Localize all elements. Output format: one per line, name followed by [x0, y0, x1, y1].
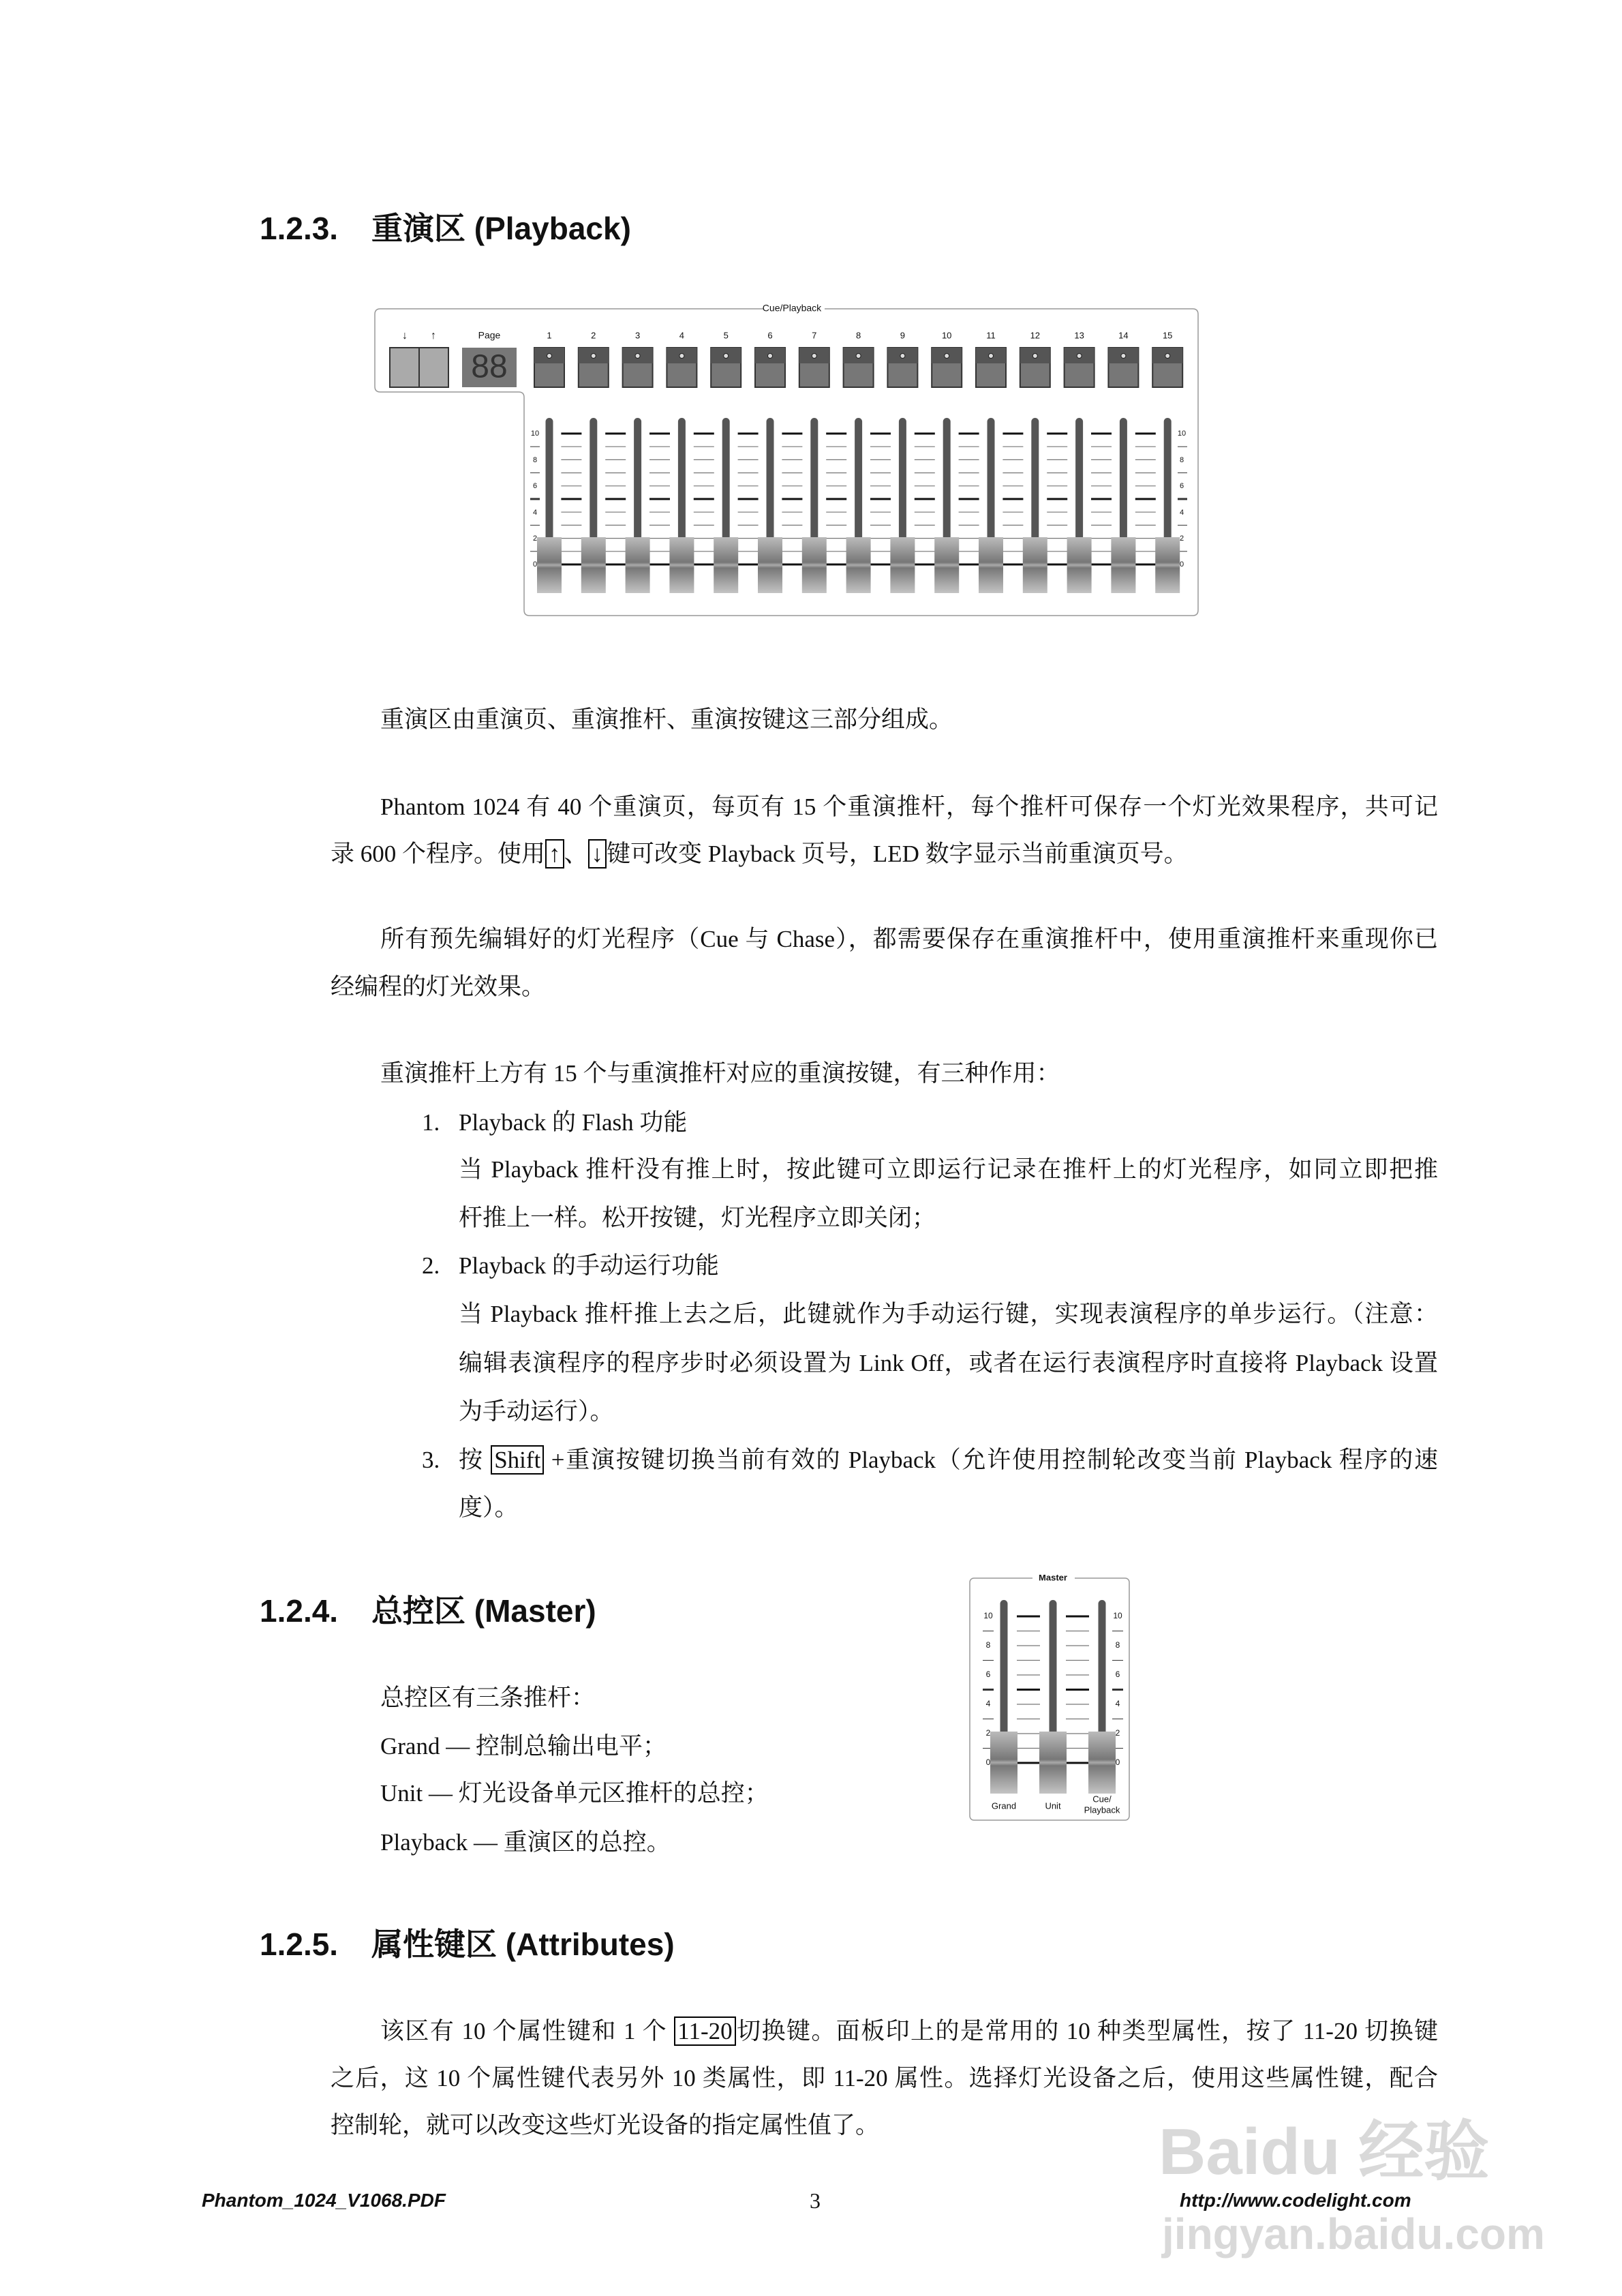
fader-track [546, 418, 553, 541]
text-line [380, 916, 1438, 963]
fader-track [1099, 1600, 1106, 1736]
scale-label-left: 4 [985, 1699, 991, 1709]
fader-handle [979, 537, 1003, 593]
fader-track [943, 418, 951, 541]
section-number: 1.2.3. [260, 211, 339, 246]
text-line [459, 1484, 519, 1532]
scale-label-left: 8 [985, 1640, 991, 1650]
text-line [331, 2055, 1438, 2102]
led-indicator-icon [724, 354, 729, 359]
text-line [380, 696, 953, 744]
fader-label-unit: Unit [1045, 1800, 1061, 1811]
scale-label-left: 2 [985, 1728, 991, 1738]
text-segment: 该区有 10 个属性键和 1 个 [380, 2018, 675, 2044]
page-down-button [390, 348, 419, 387]
fader-track [899, 418, 906, 541]
fader-track [1000, 1600, 1008, 1736]
section-title: 总控区 (Master) [371, 1593, 596, 1629]
fader-handle [537, 537, 562, 593]
channel-number: 9 [900, 330, 906, 341]
scale-label-left: 10 [530, 429, 540, 438]
text-line [459, 1340, 1438, 1387]
scale-label-left: 8 [532, 455, 538, 464]
fader-handle [1111, 537, 1135, 593]
led-indicator-icon [945, 354, 949, 359]
fader-handle [581, 537, 606, 593]
fader-handle [846, 537, 871, 593]
led-indicator-icon [989, 354, 994, 359]
watermark-url: jingyan.baidu.com [1162, 2209, 1545, 2259]
channel-number: 10 [941, 330, 952, 341]
page-down-arrow-icon: ↓ [402, 330, 408, 342]
list-marker: 3. [422, 1447, 440, 1473]
scale-label-right: 6 [1115, 1670, 1120, 1680]
text-line [331, 2102, 879, 2149]
scale-label-right: 2 [1115, 1728, 1120, 1738]
scale-label-right: 0 [1179, 560, 1184, 569]
channel-number: 11 [986, 330, 996, 341]
led-indicator-icon [547, 354, 552, 359]
text-segment: +重演按键切换当前有效的 Playback（允许使用控制轮改变当前 Playback 程序的速 [544, 1447, 1438, 1473]
fader-track [1050, 1600, 1057, 1736]
scale-label-right: 6 [1179, 481, 1184, 490]
text-segment: 键可改变 Playback 页号，LED 数字显示当前重演页号。 [607, 841, 1188, 867]
channel-number: 2 [591, 330, 596, 341]
text-line [459, 1388, 614, 1436]
text-line [380, 1819, 671, 1867]
section-number: 1.2.5. [260, 1927, 339, 1962]
fader-track [590, 418, 597, 541]
fader-track [634, 418, 641, 541]
fader-label-cue: Cue/ [1092, 1794, 1112, 1804]
text-segment: 当 Playback 推杆推上去之后，此键就作为手动运行键，实现表演程序的单步运行。（注意： [459, 1301, 1438, 1327]
text-line [331, 830, 1188, 878]
fader-handle [890, 537, 915, 593]
master-panel-diagram [968, 1575, 1135, 1827]
page-up-arrow-icon: ↑ [431, 330, 436, 342]
channel-number: 8 [855, 330, 861, 341]
scale-label-right: 4 [1179, 508, 1184, 517]
fader-track [855, 418, 862, 541]
text-line [459, 1194, 936, 1242]
fader-label-playback: Playback [1084, 1804, 1120, 1815]
text-line [331, 963, 545, 1011]
channel-number: 6 [767, 330, 773, 341]
text-segment: 当 Playback 推杆没有推上时，按此键可立即运行记录在推杆上的灯光程序，如同立即把推 [459, 1156, 1438, 1183]
playback-panel-diagram [368, 293, 1213, 620]
fader-label-grand: Grand [991, 1800, 1017, 1811]
text-line [380, 1050, 1060, 1098]
list-marker: 1. [422, 1109, 440, 1136]
text-line [459, 1099, 687, 1147]
led-indicator-icon [1121, 354, 1126, 359]
text-segment: 杆推上一样。松开按键，灯光程序立即关闭； [459, 1205, 936, 1231]
frame-label: Master [1039, 1575, 1067, 1583]
fader-track [767, 418, 774, 541]
channel-number: 12 [1030, 330, 1041, 341]
text-segment: 切换键。面板印上的是常用的 10 种类型属性，按了 11-20 切换键 [735, 2018, 1438, 2044]
led-indicator-icon [1032, 354, 1037, 359]
fader-handle [626, 537, 650, 593]
section-title: 重演区 (Playback) [371, 211, 631, 246]
scale-label-left: 10 [983, 1611, 993, 1621]
scale-label-left: 6 [532, 481, 538, 490]
fader-track [722, 418, 730, 541]
fader-track [1075, 418, 1083, 541]
led-indicator-icon [856, 354, 861, 359]
scale-label-left: 0 [532, 560, 538, 569]
key-label-box: ↑ [545, 839, 564, 868]
fader-handle [1039, 1732, 1067, 1794]
channel-number: 5 [723, 330, 729, 341]
scale-label-left: 6 [985, 1670, 991, 1680]
text-segment: 重演区由重演页、重演推杆、重演按键这三部分组成。 [380, 706, 953, 733]
scale-label-right: 8 [1115, 1640, 1120, 1650]
page-number: 3 [810, 2188, 821, 2213]
scale-label-right: 2 [1179, 534, 1184, 543]
channel-number: 14 [1118, 330, 1129, 341]
scale-label-right: 10 [1177, 429, 1187, 438]
channel-number: 13 [1074, 330, 1084, 341]
channel-number: 4 [679, 330, 685, 341]
scale-label-right: 10 [1113, 1611, 1122, 1621]
fader-handle [990, 1732, 1017, 1794]
scale-label-left: 4 [532, 508, 538, 517]
led-indicator-icon [1077, 354, 1082, 359]
scale-label-right: 8 [1179, 455, 1184, 464]
frame-label: Cue/Playback [762, 302, 822, 314]
led-indicator-icon [768, 354, 773, 359]
fader-track [678, 418, 686, 541]
text-line [459, 1290, 1438, 1338]
text-segment: Grand — 控制总输出电平； [380, 1733, 667, 1759]
text-segment: 编辑表演程序的程序步时必须设置为 Link Off，或者在运行表演程序时直接将 Playback 设置 [459, 1350, 1438, 1376]
fader-handle [669, 537, 694, 593]
scale-label-left: 2 [532, 534, 538, 543]
channel-number: 3 [634, 330, 641, 341]
fader-handle [1088, 1732, 1116, 1794]
text-segment: Playback 的手动运行功能 [459, 1252, 720, 1279]
text-segment: Playback 的 Flash 功能 [459, 1109, 688, 1136]
text-line [459, 1436, 1438, 1484]
text-line [380, 1723, 667, 1770]
text-segment: 之后，这 10 个属性键代表另外 10 类属性，即 11-20 属性。选择灯光设备之后，使用这些属性键，配合 [331, 2065, 1438, 2091]
page-led-digits: 88 [471, 348, 508, 385]
text-segment: 总控区有三条推杆： [380, 1685, 596, 1711]
key-label-box: 11-20 [674, 2016, 735, 2046]
fader-handle [802, 537, 827, 593]
watermark-logo: Baidu 经验 [1159, 2115, 1490, 2188]
text-line [380, 1770, 769, 1817]
text-segment: Phantom 1024 有 40 个重演页，每页有 15 个重演推杆，每个推杆可保存一个灯光效果程序，共可记 [380, 794, 1438, 820]
page-up-button [419, 348, 448, 387]
text-line [380, 1674, 595, 1722]
fader-track [1120, 418, 1127, 541]
page-label: Page [478, 329, 501, 341]
text-line [459, 1146, 1438, 1194]
text-line [459, 1242, 719, 1290]
text-segment: Playback — 重演区的总控。 [380, 1829, 671, 1856]
led-indicator-icon [900, 354, 905, 359]
section-number: 1.2.4. [260, 1593, 339, 1629]
text-segment: 度）。 [459, 1494, 519, 1521]
text-segment: 录 600 个程序。使用 [331, 841, 546, 867]
section-title: 属性键区 (Attributes) [371, 1927, 675, 1962]
text-segment: 经编程的灯光效果。 [331, 973, 546, 1000]
text-segment: 控制轮，就可以改变这些灯光设备的指定属性值了。 [331, 2112, 880, 2139]
text-segment: 、 [564, 841, 588, 867]
text-segment: 按 [459, 1447, 491, 1473]
led-indicator-icon [1165, 354, 1170, 359]
footer-url[interactable]: http://www.codelight.com [1180, 2190, 1411, 2211]
fader-handle [714, 537, 738, 593]
scale-label-right: 0 [1115, 1757, 1120, 1768]
scale-label-right: 4 [1115, 1699, 1120, 1709]
fader-handle [1023, 537, 1047, 593]
fader-handle [934, 537, 959, 593]
text-segment: 所有预先编辑好的灯光程序（Cue 与 Chase），都需要保存在重演推杆中，使用重演推杆来重现你已 [380, 926, 1438, 952]
fader-track [988, 418, 995, 541]
key-label-box: Shift [491, 1445, 544, 1475]
fader-track [1031, 418, 1039, 541]
footer-filename: Phantom_1024_V1068.PDF [202, 2190, 446, 2211]
text-segment: 重演推杆上方有 15 个与重演推杆对应的重演按键，有三种作用： [380, 1060, 1060, 1087]
channel-number: 15 [1162, 330, 1173, 341]
led-indicator-icon [679, 354, 684, 359]
fader-handle [1155, 537, 1180, 593]
led-indicator-icon [812, 354, 816, 359]
led-indicator-icon [635, 354, 640, 359]
text-line [380, 783, 1438, 831]
scale-label-left: 0 [985, 1757, 991, 1768]
fader-handle [1067, 537, 1092, 593]
channel-number: 1 [547, 330, 552, 341]
channel-number: 7 [812, 330, 817, 341]
key-label-box: ↓ [588, 839, 607, 868]
list-marker: 2. [422, 1252, 440, 1279]
fader-handle [758, 537, 782, 593]
text-segment: 为手动运行）。 [459, 1398, 614, 1425]
text-line [380, 2008, 1438, 2055]
text-segment: Unit — 灯光设备单元区推杆的总控； [380, 1780, 769, 1807]
fader-track [810, 418, 818, 541]
led-indicator-icon [591, 354, 596, 359]
fader-track [1164, 418, 1172, 541]
